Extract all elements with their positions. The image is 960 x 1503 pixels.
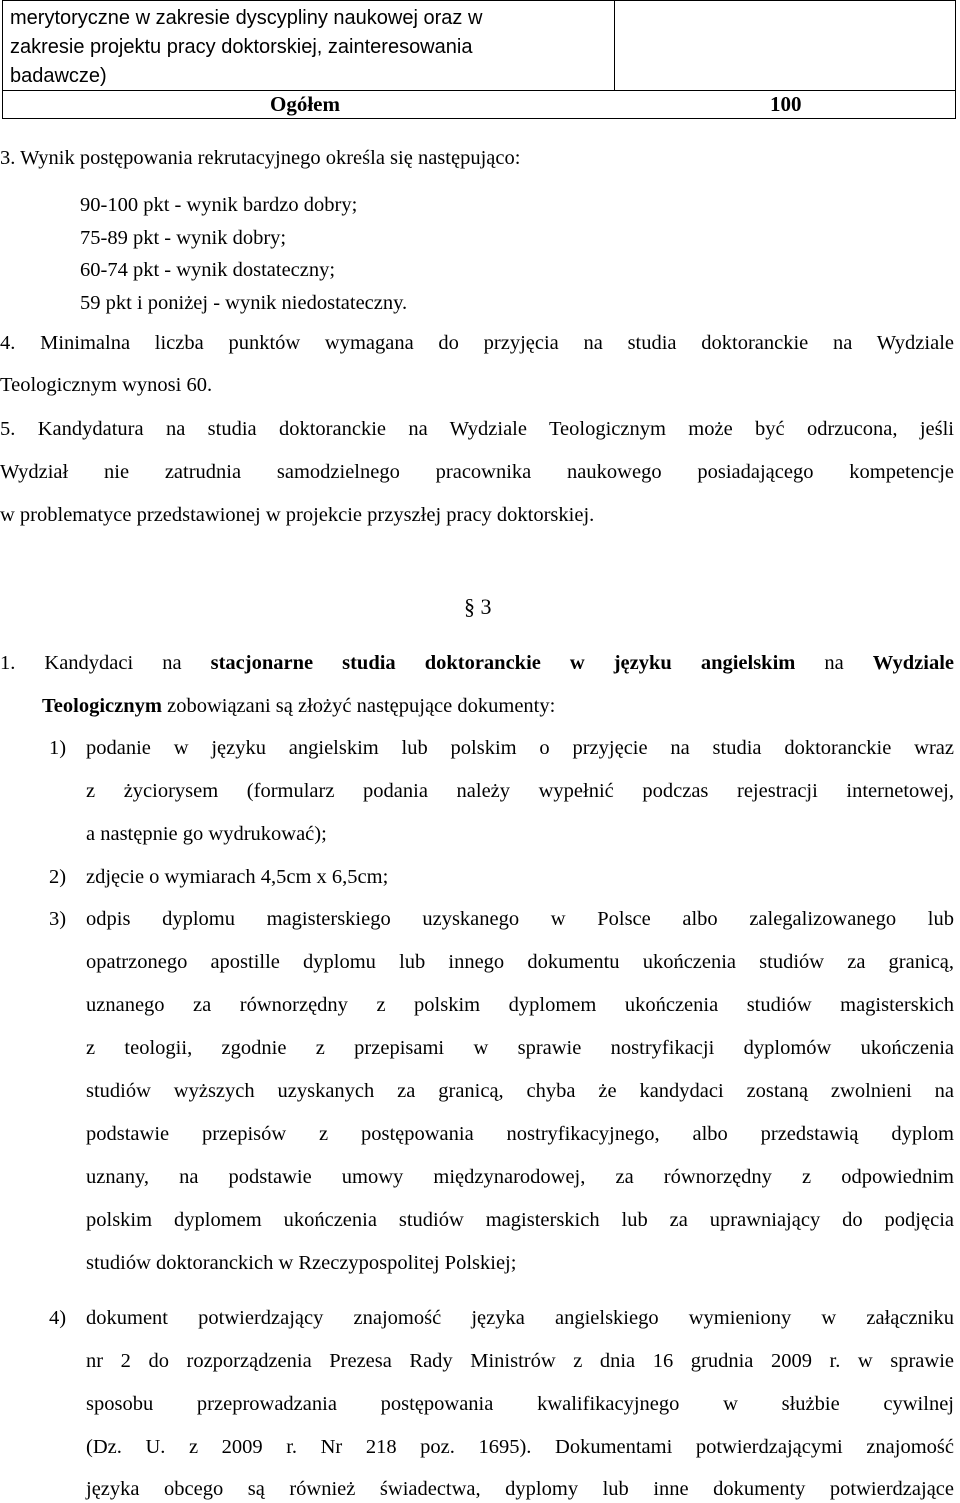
table-cell-line: merytoryczne w zakresie dyscypliny naukowej oraz w: [10, 7, 483, 29]
list-item-line: podanie w języku angielskim lub polskim o przyjęcie na studia doktoranckie wraz: [86, 737, 954, 759]
table-total-label: Ogółem: [270, 92, 340, 116]
list-item-line: nr 2 do rozporządzenia Prezesa Rady Ministrów z dnia 16 grudnia 2009 r. w sprawie: [86, 1350, 954, 1372]
list-item-line: (Dz. U. z 2009 r. Nr 218 poz. 1695). Dokumentami potwierdzającymi znajomość: [86, 1436, 954, 1458]
scale-line: 60-74 pkt - wynik dostateczny;: [80, 259, 336, 281]
scale-line: 75-89 pkt - wynik dobry;: [80, 226, 287, 249]
item-4-line: 4. Minimalna liczba punktów wymagana do przyjęcia na studia doktoranckie na Wydziale: [0, 332, 954, 354]
item-5-line: w problematyce przedstawionej w projekcie przyszłej pracy doktorskiej.: [0, 504, 595, 526]
list-item-line: a następnie go wydrukować);: [86, 823, 327, 845]
list-item-line: zdjęcie o wymiarach 4,5cm x 6,5cm;: [86, 866, 389, 888]
list-number: 2): [49, 866, 67, 888]
list-item-line: polskim dyplomem ukończenia studiów magisterskich lub za uprawniający do podjęcia: [86, 1209, 954, 1231]
list-item-line: podstawie przepisów z postępowania nostryfikacyjnego, albo przedstawią dyplom: [86, 1123, 954, 1145]
table-border: [2, 0, 3, 118]
table-total-value: 100: [770, 92, 802, 116]
list-item-line: z życiorysem (formularz podania należy wypełnić podczas rejestracji internetowej,: [86, 780, 954, 802]
para-1-line: [42, 696, 555, 717]
list-item-line: studiów doktoranckich w Rzeczypospolitej Polskiej;: [86, 1252, 517, 1274]
para-1-line: [0, 653, 954, 673]
list-number: 3): [49, 908, 67, 930]
scale-line: 59 pkt i poniżej - wynik niedostateczny.: [80, 291, 408, 314]
para-1-rest: zobowiązani są złożyć następujące dokumenty:: [167, 695, 556, 717]
list-item-line: z teologii, zgodnie z przepisami w sprawie nostryfikacji dyplomów ukończenia: [86, 1037, 954, 1059]
list-item-line: studiów wyższych uzyskanych za granicą, chyba że kandydaci zostaną zwolnieni na: [86, 1080, 954, 1102]
list-item-line: języka obcego są również świadectwa, dyplomy lub inne dokumenty potwierdzające: [86, 1478, 954, 1500]
table-border: [2, 118, 956, 119]
table-border: [614, 0, 615, 90]
table-cell-criterion: [10, 4, 600, 91]
list-item-line: odpis dyplomu magisterskiego uzyskanego w Polsce albo zalegalizowanego lub: [86, 908, 954, 930]
table-border: [955, 0, 956, 118]
para-1-bold: Wydziale: [872, 652, 955, 674]
list-item-line: uznany, na podstawie umowy międzynarodowej, za równorzędny z odpowiednim: [86, 1166, 954, 1188]
list-number: 1): [49, 737, 67, 759]
item-5-line: Wydział nie zatrudnia samodzielnego pracownika naukowego posiadającego kompetencje: [0, 461, 954, 483]
table-cell-line: badawcze): [10, 65, 107, 87]
scale-line: 90-100 pkt - wynik bardzo dobry;: [80, 194, 358, 216]
para-1-bold: stacjonarne studia doktoranckie w języku angielskim: [210, 652, 796, 674]
list-item-line: sposobu przeprowadzania postępowania kwalifikacyjnego w służbie cywilnej: [86, 1393, 954, 1415]
item-3-heading: 3. Wynik postępowania rekrutacyjnego określa się następująco:: [0, 147, 521, 169]
para-1-prefix: 1. Kandydaci na: [0, 652, 182, 674]
list-number: 4): [49, 1307, 67, 1329]
scoring-table: [2, 0, 956, 120]
section-heading: § 3: [464, 594, 492, 619]
table-border: [2, 0, 956, 1]
para-1-mid: na: [824, 652, 844, 674]
para-1-bold: Teologicznym: [42, 695, 162, 717]
list-item-line: uznanego za równorzędny z polskim dyplomem ukończenia studiów magisterskich: [86, 994, 954, 1016]
list-item-line: opatrzonego apostille dyplomu lub innego dokumentu ukończenia studiów za granicą,: [86, 951, 954, 973]
item-4-line: Teologicznym wynosi 60.: [0, 374, 213, 396]
list-item-line: dokument potwierdzający znajomość języka angielskiego wymieniony w załączniku: [86, 1307, 954, 1329]
item-3-scale: [80, 189, 407, 319]
item-5-line: 5. Kandydatura na studia doktoranckie na Wydziale Teologicznym może być odrzucona, jeśli: [0, 418, 954, 440]
table-cell-line: zakresie projektu pracy doktorskiej, zainteresowania: [10, 36, 473, 58]
